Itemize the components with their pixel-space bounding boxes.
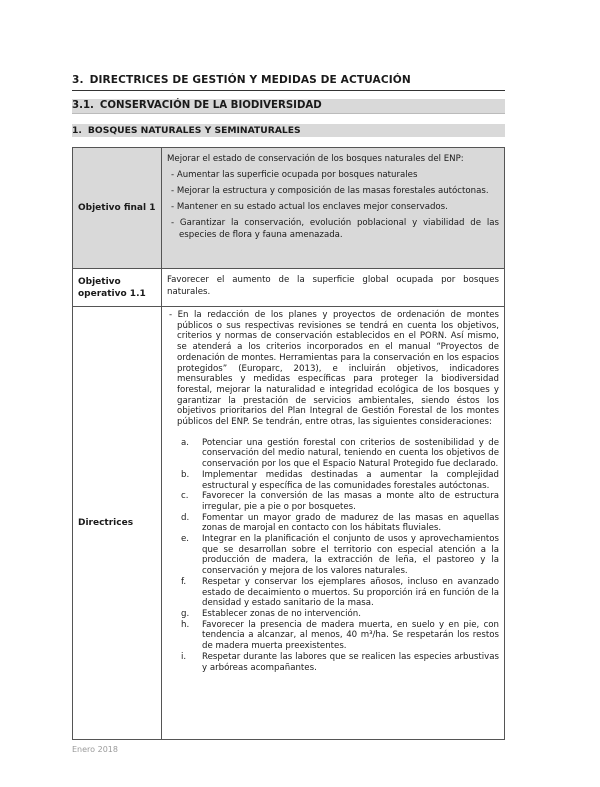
subheading-number: 1. [72, 125, 82, 136]
list-text: Respetar y conservar los ejemplares añosos, incluso en avanzado estado de decaimiento o muertos. Su proporción irá en función de la densidad y estado sanitario de la masa. [202, 576, 499, 609]
list-letter: d. [181, 512, 190, 523]
list-item [181, 470, 499, 491]
goal-item: - Aumentar las superficie ocupada por bosques naturales [171, 170, 418, 180]
list-text: Respetar durante las labores que se realicen las especies arbustivas y arbóreas acompañantes. [202, 651, 499, 673]
section-heading-3-1 [72, 99, 505, 114]
list-letter: h. [181, 619, 190, 630]
list-text: Integrar en la planificación el conjunto de usos y aprovechamientos que se desarrollan sobre el territorio con especial atención a la producción de madera, la extracción de leña, el pastoreo y la conservación y mejora de los valores naturales. [202, 534, 499, 577]
subsection-title: CONSERVACIÓN DE LA BIODIVERSIDAD [99, 100, 322, 111]
page-footer-date: Enero 2018 [72, 745, 118, 754]
list-letter: f. [181, 576, 187, 587]
list-letter: a. [181, 437, 189, 448]
list-text: Favorecer la conversión de las masas a monte alto de estructura irregular, pie a pie o por bosquetes. [202, 491, 499, 512]
list-text: Favorecer la presencia de madera muerta, en suelo y en pie, con tendencia a alcanzar, al menos, 40 m³/ha. Se respetarán los restos de madera muerta preexistentes. [202, 619, 499, 652]
objetivo-final-intro: Mejorar el estado de conservación de los bosques naturales del ENP: [167, 154, 464, 164]
list-item [181, 609, 499, 620]
list-letter: i. [181, 651, 187, 662]
goal-item: - Mantener en su estado actual los enclaves mejor conservados. [171, 202, 448, 212]
list-item [181, 491, 499, 512]
list-text: Establecer zonas de no intervención. [202, 608, 361, 619]
cell-objetivo-final [162, 148, 505, 269]
list-text: Potenciar una gestión forestal con criterios de sostenibilidad y de conservación del medio natural, teniendo en cuenta los objetivos de conservación por los que el Espacio Natural Protegido fue declarado. [202, 437, 499, 470]
list-item [181, 513, 499, 534]
label-directrices: Directrices [73, 307, 162, 740]
row-directrices [73, 307, 505, 740]
section-number: 3. [72, 74, 84, 86]
list-text: Implementar medidas destinadas a aumentar la complejidad estructural y específica de las comunidades forestales autóctonas. [202, 469, 499, 491]
cell-directrices [162, 307, 505, 740]
label-objetivo-final: Objetivo final 1 [73, 148, 162, 269]
list-item [181, 534, 499, 577]
goal-item: - Garantizar la conservación, evolución poblacional y viabilidad de las especies de flora y fauna amenazada. [171, 218, 499, 240]
subheading-title: BOSQUES NATURALES Y SEMINATURALES [87, 125, 301, 136]
subheading-1 [72, 124, 505, 137]
cell-objetivo-operativo [162, 269, 505, 307]
label-objetivo-operativo: Objetivo operativo 1.1 [73, 269, 162, 307]
list-letter: g. [181, 608, 190, 619]
list-letter: e. [181, 534, 190, 545]
list-item [181, 620, 499, 652]
list-letter: c. [181, 491, 189, 502]
list-item [181, 577, 499, 609]
list-text: Fomentar un mayor grado de madurez de las masas en aquellas zonas de marojal en contacto con los hábitats fluviales. [202, 512, 499, 534]
row-objetivo-final [73, 148, 505, 269]
subsection-number: 3.1. [72, 100, 94, 111]
list-letter: b. [181, 469, 190, 480]
directrices-paragraph: - En la redacción de los planes y proyectos de ordenación de montes públicos o sus respectivas revisiones se tendrá en cuenta los objetivos, criterios y normas de conservación establecidos en el PORN. Así mismo, se atenderá a los criterios incorporados en el manual “Proyectos de ordenación de montes. Herramientas para la conservación en los espacios protegidos” (Europarc, 2013), e incluirán objetivos, indicadores mensurables y medidas específicas para proteger la biodiversidad forestal, mejorar la naturalidad e integridad ecológica de los bosques y garantizar la prestación de servicios ambientales, siendo éstos los objetivos prioritarios del Plan Integral de Gestión Forestal de los montes públicos del ENP. Se tendrán, entre otras, las siguientes consideraciones: [169, 310, 499, 428]
section-heading-3 [72, 74, 505, 91]
goal-item: - Mejorar la estructura y composición de las masas forestales autóctonas. [171, 186, 489, 196]
objetivo-operativo-text: Favorecer el aumento de la superficie global ocupada por bosques naturales. [167, 275, 499, 297]
section-title: DIRECTRICES DE GESTIÓN Y MEDIDAS DE ACTUACIÓN [89, 74, 411, 86]
row-objetivo-operativo [73, 269, 505, 307]
objectives-table [72, 147, 505, 740]
list-item [181, 438, 499, 470]
list-item [181, 652, 499, 673]
